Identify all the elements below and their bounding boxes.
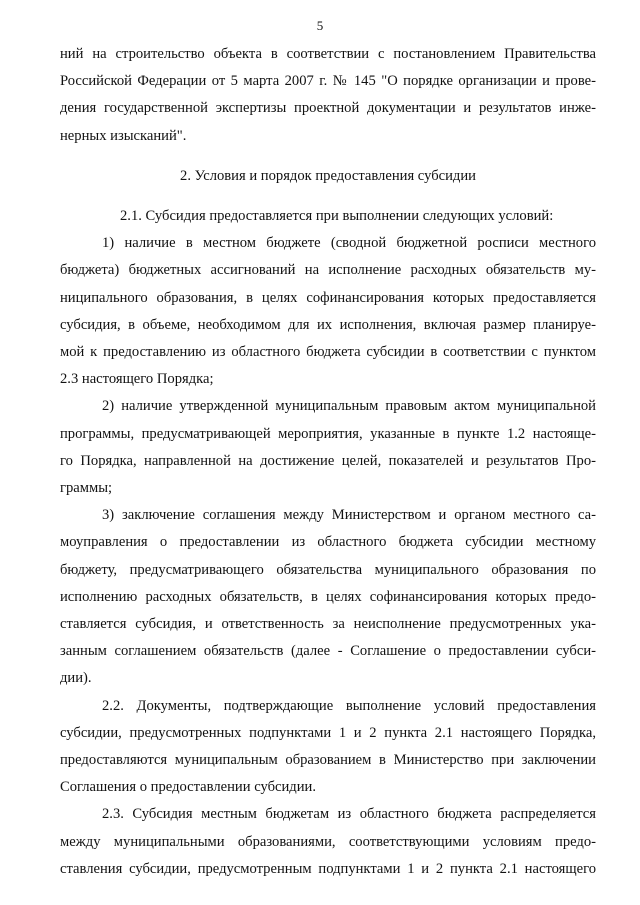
text-line: субсидии, предусмотренных подпунктами 1 и 2 пункта 2.1 настоящего Порядка, <box>60 724 596 741</box>
text-line: 1) наличие в местном бюджете (сводной бюджетной росписи местного <box>102 235 596 252</box>
text-line: дения государственной экспертизы проектной документации и результатов инже- <box>60 100 596 117</box>
text-line: исполнению расходных обязательств, в целях софинансирования которых предо- <box>60 588 596 605</box>
text-line: 2) наличие утвержденной муниципальным правовым актом муниципальной <box>102 398 596 415</box>
section-title: 2. Условия и порядок предоставления субсидии <box>180 167 476 184</box>
text-line: занным соглашением обязательств (далее - Соглашение о предоставлении субси- <box>60 643 596 660</box>
text-line: дии). <box>60 670 92 687</box>
text-line: 2.3. Субсидия местным бюджетам из областного бюджета распределяется <box>102 806 596 823</box>
text-line: между муниципальными образованиями, соответствующими условиям предо- <box>60 833 596 850</box>
text-line: мой к предоставлению из областного бюджета субсидии в соответствии с пунктом <box>60 344 596 361</box>
text-line: бюджету, предусматривающего обязательства муниципального образования по <box>60 561 596 578</box>
text-line: ний на строительство объекта в соответствии с постановлением Правительства <box>60 46 596 62</box>
document-body <box>60 41 596 883</box>
text-line: го Порядка, направленной на достижение целей, показателей и результатов Про- <box>60 452 596 469</box>
text-line: 2.3 настоящего Порядка; <box>60 371 214 388</box>
text-line: Соглашения о предоставлении субсидии. <box>60 779 316 796</box>
text-line: граммы; <box>60 480 113 497</box>
text-line: нерных изысканий". <box>60 127 187 144</box>
text-line: моуправления о предоставлении из областного бюджета субсидии местному <box>60 534 596 551</box>
text-line: предоставляются муниципальным образованием в Министерство при заключении <box>60 752 596 769</box>
text-line: субсидия, в объеме, необходимом для их исполнения, включая размер планируе- <box>60 316 596 333</box>
text-line: Российской Федерации от 5 марта 2007 г. № 145 "О порядке организации и прове- <box>60 73 596 90</box>
text-line: ставляется субсидия, и ответственность за неисполнение предусмотренных ука- <box>60 616 596 633</box>
text-line: 2.2. Документы, подтверждающие выполнение условий предоставления <box>102 697 596 714</box>
text-line: ниципального образования, в целях софинансирования которых предоставляется <box>60 289 596 306</box>
page-number: 5 <box>316 18 324 33</box>
text-line: 3) заключение соглашения между Министерством и органом местного са- <box>102 507 596 524</box>
text-line: ставления субсидии, предусмотренным подпунктами 1 и 2 пункта 2.1 настоящего <box>60 860 596 877</box>
paragraph-2-1: 2.1. Субсидия предоставляется при выполнении следующих условий: <box>120 208 554 225</box>
text-line: программы, предусматривающей мероприятия, указанные в пункте 1.2 настояще- <box>60 425 596 442</box>
text-line: бюджета) бюджетных ассигнований на исполнение расходных обязательств му- <box>60 262 596 279</box>
